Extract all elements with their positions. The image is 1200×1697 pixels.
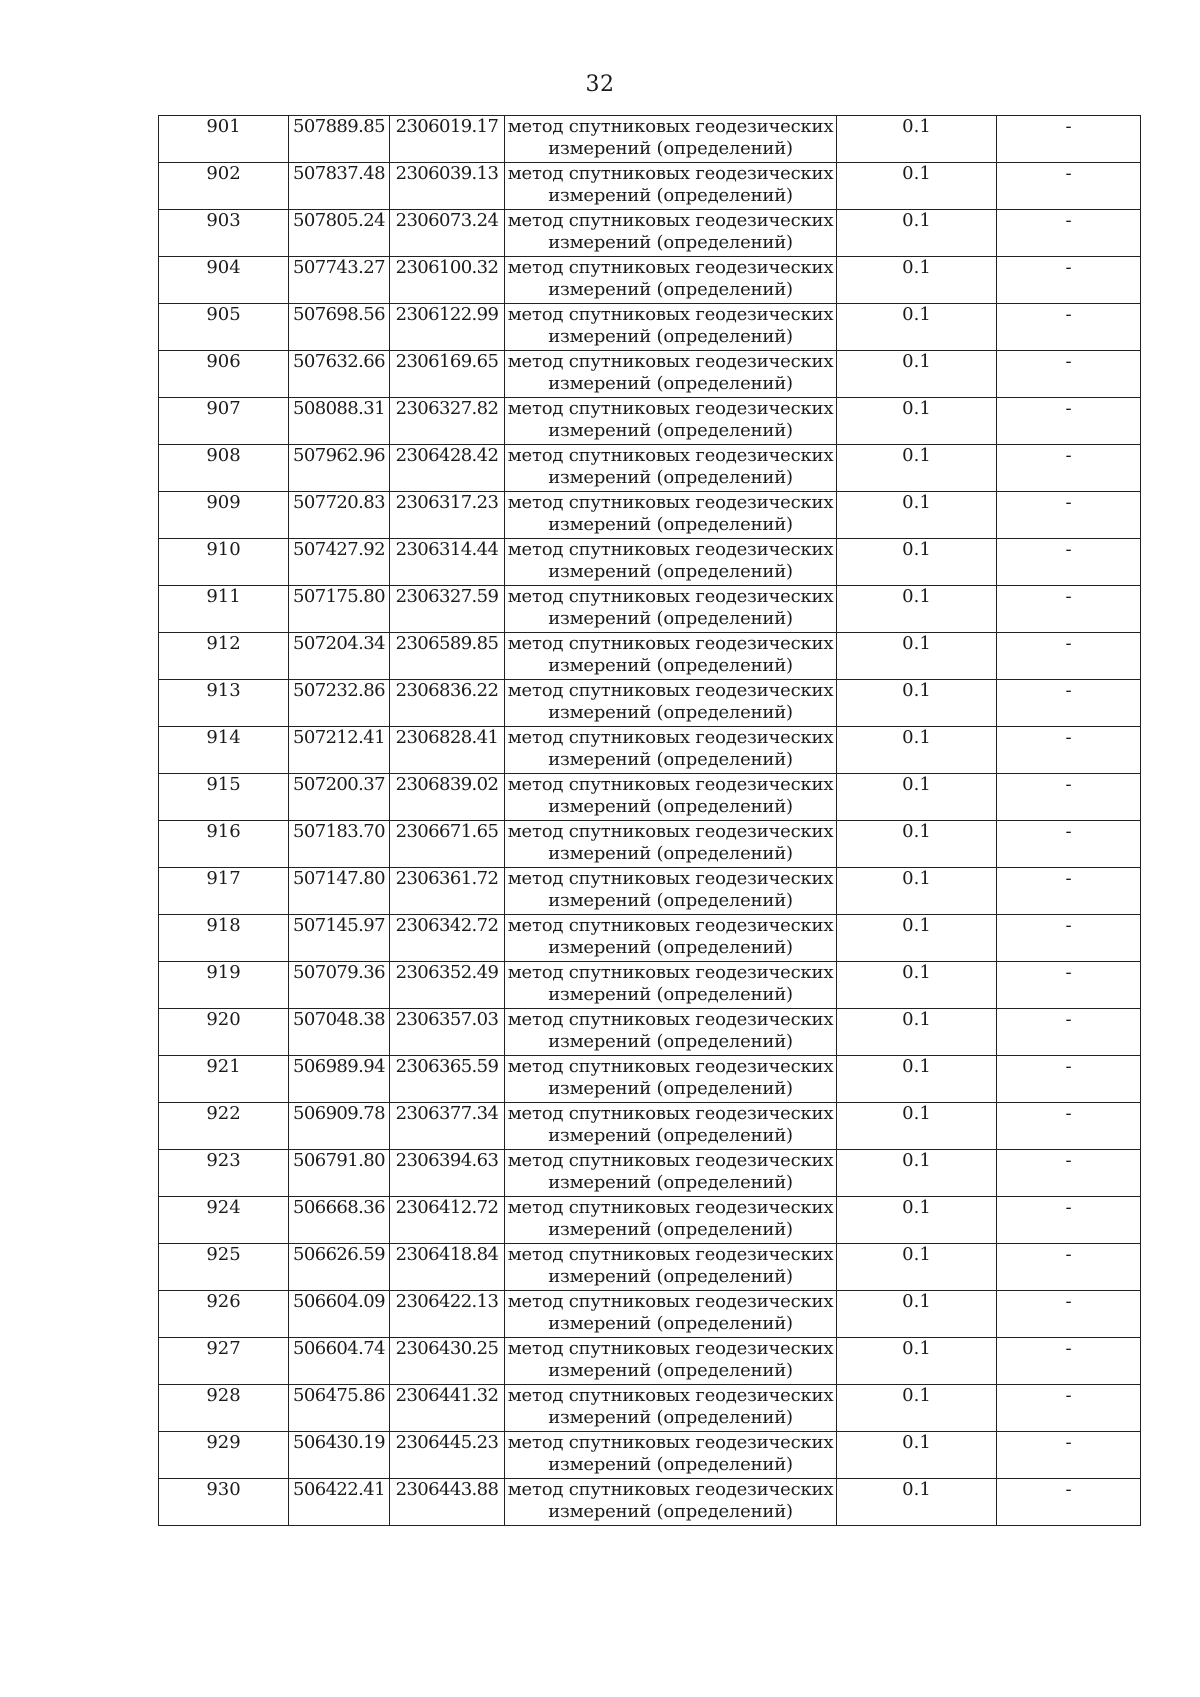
description-cell: - [997,1197,1141,1244]
table-row [159,1197,1141,1244]
point-number-cell: 930 [159,1479,289,1526]
point-number-cell: 903 [159,210,289,257]
x-coordinate-cell: 507698.56 [289,304,390,351]
y-coordinate-cell: 2306019.17 [390,116,505,163]
method-cell: метод спутниковых геодезических измерений (определений) [505,163,837,210]
x-coordinate-cell: 507743.27 [289,257,390,304]
x-coordinate-cell: 507183.70 [289,821,390,868]
x-coordinate-cell: 506430.19 [289,1432,390,1479]
description-cell: - [997,727,1141,774]
y-coordinate-cell: 2306422.13 [390,1291,505,1338]
point-number-cell: 918 [159,915,289,962]
table-row [159,680,1141,727]
accuracy-cell: 0.1 [837,868,997,915]
coordinates-table-body [159,116,1141,1526]
point-number-cell: 920 [159,1009,289,1056]
table-row [159,257,1141,304]
table-row [159,1009,1141,1056]
point-number-cell: 911 [159,586,289,633]
point-number-cell: 922 [159,1103,289,1150]
x-coordinate-cell: 506909.78 [289,1103,390,1150]
accuracy-cell: 0.1 [837,1479,997,1526]
y-coordinate-cell: 2306839.02 [390,774,505,821]
table-row [159,304,1141,351]
point-number-cell: 928 [159,1385,289,1432]
accuracy-cell: 0.1 [837,445,997,492]
table-row [159,1432,1141,1479]
description-cell: - [997,492,1141,539]
description-cell: - [997,1056,1141,1103]
x-coordinate-cell: 507204.34 [289,633,390,680]
accuracy-cell: 0.1 [837,116,997,163]
y-coordinate-cell: 2306357.03 [390,1009,505,1056]
description-cell: - [997,304,1141,351]
method-cell: метод спутниковых геодезических измерений (определений) [505,962,837,1009]
table-row [159,1479,1141,1526]
method-cell: метод спутниковых геодезических измерений (определений) [505,1432,837,1479]
description-cell: - [997,1479,1141,1526]
table-row [159,1150,1141,1197]
table-row [159,586,1141,633]
point-number-cell: 929 [159,1432,289,1479]
table-row [159,1385,1141,1432]
description-cell: - [997,586,1141,633]
table-row [159,116,1141,163]
table-row [159,445,1141,492]
x-coordinate-cell: 507145.97 [289,915,390,962]
page-number: 32 [585,72,615,97]
y-coordinate-cell: 2306073.24 [390,210,505,257]
method-cell: метод спутниковых геодезических измерений (определений) [505,1244,837,1291]
point-number-cell: 904 [159,257,289,304]
description-cell: - [997,257,1141,304]
method-cell: метод спутниковых геодезических измерений (определений) [505,210,837,257]
table-row [159,492,1141,539]
x-coordinate-cell: 506604.74 [289,1338,390,1385]
y-coordinate-cell: 2306317.23 [390,492,505,539]
accuracy-cell: 0.1 [837,1009,997,1056]
point-number-cell: 916 [159,821,289,868]
x-coordinate-cell: 506989.94 [289,1056,390,1103]
accuracy-cell: 0.1 [837,492,997,539]
description-cell: - [997,915,1141,962]
description-cell: - [997,680,1141,727]
x-coordinate-cell: 507805.24 [289,210,390,257]
table-row [159,633,1141,680]
x-coordinate-cell: 508088.31 [289,398,390,445]
point-number-cell: 906 [159,351,289,398]
description-cell: - [997,163,1141,210]
coordinates-table [158,115,1141,1526]
accuracy-cell: 0.1 [837,962,997,1009]
accuracy-cell: 0.1 [837,163,997,210]
y-coordinate-cell: 2306828.41 [390,727,505,774]
method-cell: метод спутниковых геодезических измерений (определений) [505,1479,837,1526]
x-coordinate-cell: 507212.41 [289,727,390,774]
x-coordinate-cell: 507889.85 [289,116,390,163]
y-coordinate-cell: 2306443.88 [390,1479,505,1526]
method-cell: метод спутниковых геодезических измерений (определений) [505,915,837,962]
x-coordinate-cell: 506668.36 [289,1197,390,1244]
table-row [159,210,1141,257]
accuracy-cell: 0.1 [837,1150,997,1197]
method-cell: метод спутниковых геодезических измерений (определений) [505,1197,837,1244]
method-cell: метод спутниковых геодезических измерений (определений) [505,445,837,492]
description-cell: - [997,962,1141,1009]
table-row [159,727,1141,774]
point-number-cell: 909 [159,492,289,539]
y-coordinate-cell: 2306441.32 [390,1385,505,1432]
accuracy-cell: 0.1 [837,398,997,445]
accuracy-cell: 0.1 [837,1432,997,1479]
accuracy-cell: 0.1 [837,586,997,633]
table-row [159,1291,1141,1338]
point-number-cell: 910 [159,539,289,586]
table-row [159,1244,1141,1291]
point-number-cell: 919 [159,962,289,1009]
point-number-cell: 901 [159,116,289,163]
description-cell: - [997,1009,1141,1056]
table-row [159,163,1141,210]
y-coordinate-cell: 2306671.65 [390,821,505,868]
point-number-cell: 915 [159,774,289,821]
point-number-cell: 905 [159,304,289,351]
accuracy-cell: 0.1 [837,539,997,586]
y-coordinate-cell: 2306327.59 [390,586,505,633]
point-number-cell: 912 [159,633,289,680]
point-number-cell: 914 [159,727,289,774]
method-cell: метод спутниковых геодезических измерений (определений) [505,1009,837,1056]
description-cell: - [997,1244,1141,1291]
description-cell: - [997,351,1141,398]
table-row [159,1338,1141,1385]
method-cell: метод спутниковых геодезических измерений (определений) [505,680,837,727]
method-cell: метод спутниковых геодезических измерений (определений) [505,1103,837,1150]
method-cell: метод спутниковых геодезических измерений (определений) [505,351,837,398]
x-coordinate-cell: 507427.92 [289,539,390,586]
accuracy-cell: 0.1 [837,1056,997,1103]
table-row [159,1103,1141,1150]
accuracy-cell: 0.1 [837,1291,997,1338]
accuracy-cell: 0.1 [837,1197,997,1244]
table-row [159,351,1141,398]
x-coordinate-cell: 507232.86 [289,680,390,727]
description-cell: - [997,539,1141,586]
accuracy-cell: 0.1 [837,257,997,304]
description-cell: - [997,1432,1141,1479]
y-coordinate-cell: 2306100.32 [390,257,505,304]
point-number-cell: 907 [159,398,289,445]
y-coordinate-cell: 2306836.22 [390,680,505,727]
accuracy-cell: 0.1 [837,1103,997,1150]
description-cell: - [997,821,1141,868]
accuracy-cell: 0.1 [837,210,997,257]
y-coordinate-cell: 2306377.34 [390,1103,505,1150]
table-row [159,962,1141,1009]
method-cell: метод спутниковых геодезических измерений (определений) [505,1338,837,1385]
table-row [159,774,1141,821]
description-cell: - [997,633,1141,680]
y-coordinate-cell: 2306365.59 [390,1056,505,1103]
point-number-cell: 921 [159,1056,289,1103]
method-cell: метод спутниковых геодезических измерений (определений) [505,774,837,821]
x-coordinate-cell: 506791.80 [289,1150,390,1197]
description-cell: - [997,1150,1141,1197]
table-row [159,821,1141,868]
point-number-cell: 917 [159,868,289,915]
method-cell: метод спутниковых геодезических измерений (определений) [505,633,837,680]
table-row [159,539,1141,586]
accuracy-cell: 0.1 [837,1244,997,1291]
method-cell: метод спутниковых геодезических измерений (определений) [505,257,837,304]
method-cell: метод спутниковых геодезических измерений (определений) [505,727,837,774]
point-number-cell: 926 [159,1291,289,1338]
accuracy-cell: 0.1 [837,727,997,774]
method-cell: метод спутниковых геодезических измерений (определений) [505,304,837,351]
y-coordinate-cell: 2306430.25 [390,1338,505,1385]
description-cell: - [997,1291,1141,1338]
method-cell: метод спутниковых геодезических измерений (определений) [505,492,837,539]
x-coordinate-cell: 507175.80 [289,586,390,633]
table-row [159,398,1141,445]
method-cell: метод спутниковых геодезических измерений (определений) [505,539,837,586]
y-coordinate-cell: 2306412.72 [390,1197,505,1244]
accuracy-cell: 0.1 [837,680,997,727]
x-coordinate-cell: 506475.86 [289,1385,390,1432]
y-coordinate-cell: 2306352.49 [390,962,505,1009]
point-number-cell: 924 [159,1197,289,1244]
y-coordinate-cell: 2306342.72 [390,915,505,962]
description-cell: - [997,1103,1141,1150]
method-cell: метод спутниковых геодезических измерений (определений) [505,586,837,633]
x-coordinate-cell: 507962.96 [289,445,390,492]
y-coordinate-cell: 2306394.63 [390,1150,505,1197]
table-row [159,1056,1141,1103]
method-cell: метод спутниковых геодезических измерений (определений) [505,116,837,163]
accuracy-cell: 0.1 [837,1338,997,1385]
y-coordinate-cell: 2306589.85 [390,633,505,680]
method-cell: метод спутниковых геодезических измерений (определений) [505,868,837,915]
method-cell: метод спутниковых геодезических измерений (определений) [505,1385,837,1432]
y-coordinate-cell: 2306122.99 [390,304,505,351]
description-cell: - [997,210,1141,257]
point-number-cell: 908 [159,445,289,492]
accuracy-cell: 0.1 [837,1385,997,1432]
x-coordinate-cell: 507079.36 [289,962,390,1009]
point-number-cell: 913 [159,680,289,727]
table-row [159,868,1141,915]
point-number-cell: 902 [159,163,289,210]
description-cell: - [997,445,1141,492]
y-coordinate-cell: 2306314.44 [390,539,505,586]
y-coordinate-cell: 2306039.13 [390,163,505,210]
accuracy-cell: 0.1 [837,821,997,868]
x-coordinate-cell: 506604.09 [289,1291,390,1338]
table-row [159,915,1141,962]
y-coordinate-cell: 2306418.84 [390,1244,505,1291]
point-number-cell: 925 [159,1244,289,1291]
description-cell: - [997,116,1141,163]
x-coordinate-cell: 506422.41 [289,1479,390,1526]
point-number-cell: 927 [159,1338,289,1385]
method-cell: метод спутниковых геодезических измерений (определений) [505,1150,837,1197]
description-cell: - [997,774,1141,821]
y-coordinate-cell: 2306169.65 [390,351,505,398]
y-coordinate-cell: 2306428.42 [390,445,505,492]
y-coordinate-cell: 2306361.72 [390,868,505,915]
y-coordinate-cell: 2306445.23 [390,1432,505,1479]
x-coordinate-cell: 507200.37 [289,774,390,821]
x-coordinate-cell: 506626.59 [289,1244,390,1291]
x-coordinate-cell: 507048.38 [289,1009,390,1056]
accuracy-cell: 0.1 [837,633,997,680]
description-cell: - [997,1385,1141,1432]
description-cell: - [997,868,1141,915]
x-coordinate-cell: 507720.83 [289,492,390,539]
method-cell: метод спутниковых геодезических измерений (определений) [505,398,837,445]
accuracy-cell: 0.1 [837,774,997,821]
description-cell: - [997,1338,1141,1385]
x-coordinate-cell: 507147.80 [289,868,390,915]
method-cell: метод спутниковых геодезических измерений (определений) [505,1291,837,1338]
method-cell: метод спутниковых геодезических измерений (определений) [505,1056,837,1103]
x-coordinate-cell: 507632.66 [289,351,390,398]
point-number-cell: 923 [159,1150,289,1197]
accuracy-cell: 0.1 [837,351,997,398]
y-coordinate-cell: 2306327.82 [390,398,505,445]
accuracy-cell: 0.1 [837,304,997,351]
description-cell: - [997,398,1141,445]
accuracy-cell: 0.1 [837,915,997,962]
x-coordinate-cell: 507837.48 [289,163,390,210]
method-cell: метод спутниковых геодезических измерений (определений) [505,821,837,868]
